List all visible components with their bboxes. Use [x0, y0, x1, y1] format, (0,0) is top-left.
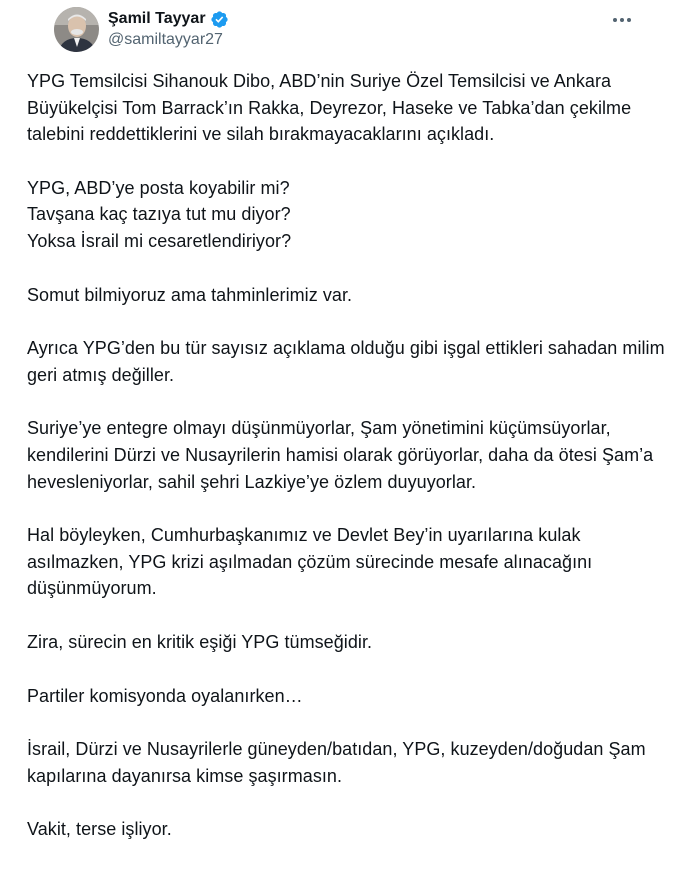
author-display-name[interactable]: Şamil Tayyar [108, 10, 206, 27]
author-block [108, 8, 229, 49]
tweet-paragraph: Somut bilmiyoruz ama tahminlerimiz var. [27, 284, 353, 305]
tweet-paragraph: Hal böyleyken, Cumhurbaşkanımız ve Devlet Bey’in uyarılarına kulak asılmazken, YPG krizi aşılmadan çözüm sürecinde mesafe alınacağını düşünmüyorum. [27, 525, 593, 599]
tweet-header [27, 0, 665, 64]
tweet-paragraph: Zira, sürecin en kritik eşiği YPG tümseğidir. [27, 631, 373, 652]
tweet-paragraph: Partiler komisyonda oyalanırken… [27, 685, 303, 706]
name-row [108, 8, 229, 30]
tweet-paragraph: Ayrıca YPG’den bu tür sayısız açıklama olduğu gibi işgal ettikleri sahadan milim geri atmış değiller. [27, 338, 665, 385]
tweet-paragraph: YPG, ABD’ye posta koyabilir mi? Tavşana kaç tazıya tut mu diyor? Yoksa İsrail mi cesaretlendiriyor? [27, 177, 292, 251]
verified-badge-icon [210, 10, 229, 29]
tweet-paragraph: İsrail, Dürzi ve Nusayrilerle güneyden/batıdan, YPG, kuzeyden/doğudan Şam kapılarına dayanırsa kimse şaşırmasın. [27, 739, 646, 786]
more-options-button[interactable] [609, 10, 635, 30]
author-handle[interactable]: @samiltayyar27 [108, 31, 223, 48]
avatar-image [54, 7, 99, 52]
avatar[interactable] [54, 7, 99, 52]
tweet-paragraph: Suriye’ye entegre olmayı düşünmüyorlar, Şam yönetimini küçümsüyorlar, kendilerini Dürzi ve Nusayrilerin hamisi olarak görüyorlar, daha da ötesi Şam’a hevesleniyorlar, sahil şehri Lazkiye’ye özlem duyuyorlar. [27, 418, 654, 492]
tweet-text [27, 68, 667, 870]
more-horizontal-icon [612, 17, 632, 23]
tweet-paragraph: Vakit, terse işliyor. [27, 819, 172, 840]
tweet-paragraph: YPG Temsilcisi Sihanouk Dibo, ABD’nin Suriye Özel Temsilcisi ve Ankara Büyükelçisi Tom Barrack’ın Rakka, Deyrezor, Haseke ve Tabka’dan çekilme talebini reddettiklerini ve silah bırakmayacaklarını açıkladı. [27, 71, 632, 145]
